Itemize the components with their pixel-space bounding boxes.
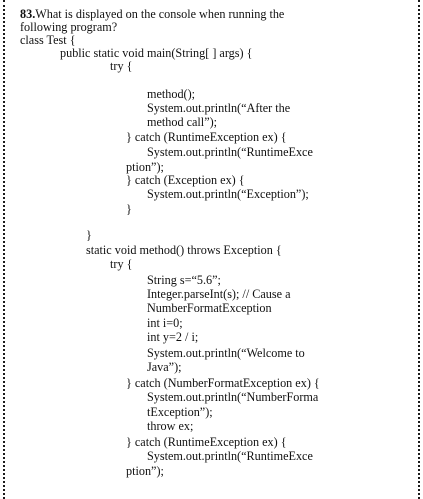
code-line: method(); [147,87,196,101]
code-line: method call”); [147,115,218,129]
left-dotted-border [3,0,5,499]
code-line: System.out.println(“Exception”); [147,187,309,201]
code-line: Java”); [147,360,182,374]
code-line: } catch (NumberFormatException ex) { [126,376,320,390]
question-number: 83. [20,7,36,21]
code-line: Integer.parseInt(s); // Cause a [147,287,291,301]
code-line: System.out.println(“RuntimeExce [147,449,313,463]
question-text-1: What is displayed on the console when running the [35,7,285,21]
code-line: throw ex; [147,419,194,433]
code-line: System.out.println(“RuntimeExce [147,145,313,159]
code-line: } catch (RuntimeException ex) { [126,435,287,449]
code-line: tException”); [147,405,213,419]
code-line: } [86,228,92,242]
code-line: } catch (Exception ex) { [126,173,245,187]
code-line: int y=2 / i; [147,330,199,344]
code-line: ption”); [126,464,164,478]
code-line: public static void main(String[ ] args) { [60,46,253,60]
question-line-1 [20,8,284,20]
code-line: } catch (RuntimeException ex) { [126,130,287,144]
code-line: try { [110,59,133,73]
code-line: NumberFormatException [147,301,272,315]
code-line: try { [110,257,133,271]
code-line: } [126,202,132,216]
question-text-2: following program? [20,20,118,34]
code-line: static void method() throws Exception { [86,243,282,257]
code-line: String s=“5.6”; [147,273,221,287]
code-line: int i=0; [147,316,183,330]
code-line: ption”); [126,160,164,174]
code-line: System.out.println(“NumberForma [147,390,319,404]
code-line: System.out.println(“After the [147,101,291,115]
code-line: System.out.println(“Welcome to [147,346,305,360]
right-dotted-border [418,0,420,499]
code-line: class Test { [20,33,76,47]
